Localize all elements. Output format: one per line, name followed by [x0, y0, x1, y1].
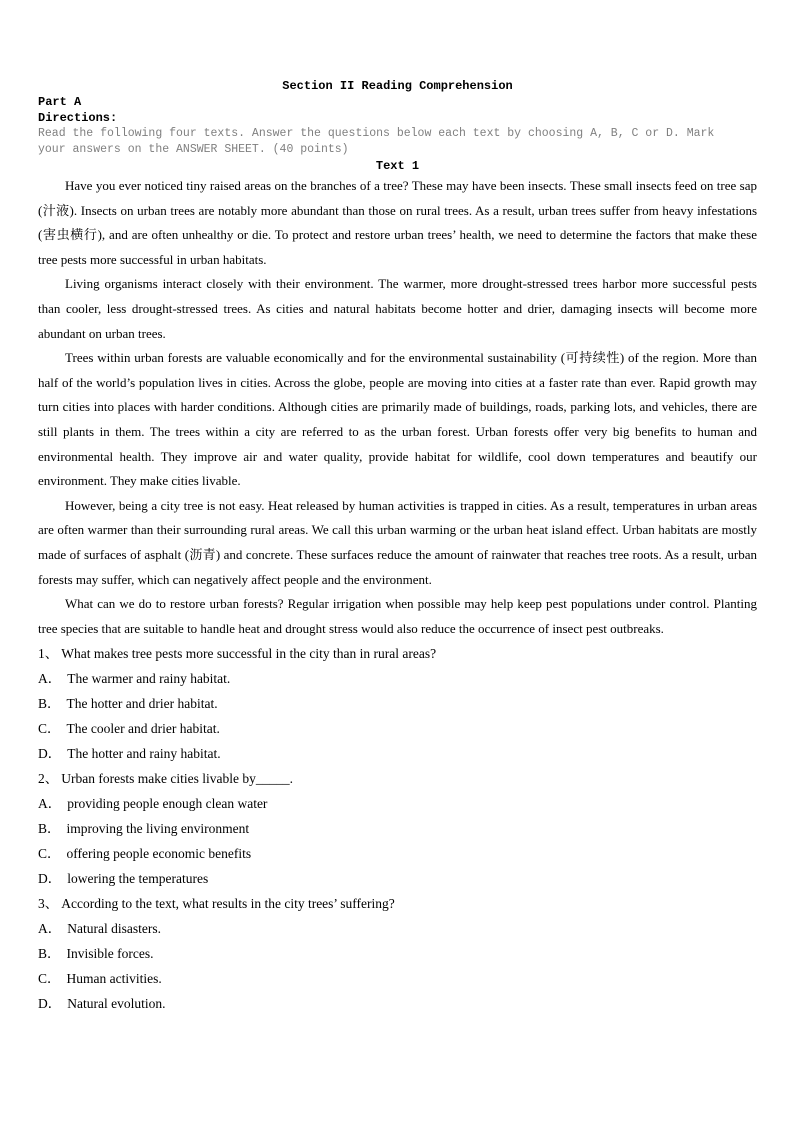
option-c-text: Human activities. [66, 971, 162, 987]
question-2 [38, 766, 757, 891]
option-c-label: C． [38, 971, 61, 987]
option-d-text: Natural evolution. [67, 996, 166, 1012]
directions-label: Directions: [38, 111, 118, 125]
option-a-text: The warmer and rainy habitat. [67, 671, 231, 687]
question-2-number: 2、 [38, 771, 59, 787]
option-a-text: Natural disasters. [67, 921, 161, 937]
question-1-stem: What makes tree pests more successful in the city than in rural areas? [61, 646, 437, 662]
option-a-label: A． [38, 796, 62, 812]
option-d-text: The hotter and rainy habitat. [67, 746, 221, 762]
paragraph-2: Living organisms interact closely with their environment. The warmer, more drought-stressed trees harbor more successful pests than cooler, less drought-stressed trees. As cities and natural habitats become hotter and drier, damaging insects will become more abundant on urban trees. [38, 276, 757, 341]
paragraph-5: What can we do to restore urban forests? Regular irrigation when possible may help keep pest populations under control. Planting tree species that are suitable to handle heat and drought stress would also reduce the occurrence of insect pest outbreaks. [38, 596, 757, 636]
paragraph-1: Have you ever noticed tiny raised areas on the branches of a tree? These may have been insects. These small insects feed on tree sap (汁液). Insects on urban trees are notably more abundant than those on rural trees. As a result, urban trees suffer from heavy infestations (害虫横行), and are often unhealthy or die. To protect and restore urban trees’ health, we need to determine the factors that make these tree pests more successful in urban habitats. [38, 178, 757, 267]
part-label: Part A [38, 95, 82, 109]
text-title: Text 1 [375, 159, 420, 173]
questions-section [38, 641, 757, 1016]
question-3 [38, 891, 757, 1016]
question-2-option-a [38, 791, 757, 816]
option-a-text: providing people enough clean water [67, 796, 268, 812]
question-3-text [38, 891, 757, 916]
question-3-option-b [38, 941, 757, 966]
question-3-stem: According to the text, what results in the city trees’ suffering? [61, 896, 395, 912]
option-d-label: D． [38, 871, 62, 887]
question-2-option-b [38, 816, 757, 841]
question-2-option-c [38, 841, 757, 866]
option-a-label: A． [38, 671, 62, 687]
question-3-option-a [38, 916, 757, 941]
option-b-label: B． [38, 946, 61, 962]
directions-text: Read the following four texts. Answer the questions below each text by choosing A, B, C or D. Mark your answers on the ANSWER SHEET. (40 points) [38, 127, 715, 156]
question-2-option-d [38, 866, 757, 891]
question-1-option-c [38, 716, 757, 741]
question-1-option-d [38, 741, 757, 766]
option-d-text: lowering the temperatures [67, 871, 209, 887]
option-b-label: B． [38, 821, 61, 837]
option-b-label: B． [38, 696, 61, 712]
option-c-text: The cooler and drier habitat. [66, 721, 220, 737]
paragraph-4: However, being a city tree is not easy. Heat released by human activities is trapped in cities. As a result, temperatures in urban areas are often warmer than their surrounding rural areas. We call this urban warming or the urban heat island effect. Urban habitats are mostly made of surfaces of asphalt (沥青) and concrete. These surfaces reduce the amount of rainwater that reaches tree roots. As a result, urban forests may suffer, which can negatively affect people and the environment. [38, 497, 757, 587]
option-d-label: D． [38, 746, 62, 762]
option-b-text: Invisible forces. [66, 946, 154, 962]
question-1-number: 1、 [38, 646, 59, 662]
question-3-option-c [38, 966, 757, 991]
option-a-label: A． [38, 921, 62, 937]
question-1 [38, 641, 757, 766]
option-d-label: D． [38, 996, 62, 1012]
question-1-text [38, 641, 757, 666]
option-b-text: The hotter and drier habitat. [66, 696, 218, 712]
section-title: Section II Reading Comprehension [282, 79, 513, 93]
question-3-number: 3、 [38, 896, 59, 912]
question-1-option-b [38, 691, 757, 716]
question-3-option-d [38, 991, 757, 1016]
question-2-text [38, 766, 757, 791]
option-b-text: improving the living environment [66, 821, 250, 837]
passage [38, 174, 757, 641]
paragraph-3: Trees within urban forests are valuable economically and for the environmental sustainability (可持续性) of the region. More than half of the world’s population lives in cities. Across the globe, people are moving into cities at a faster rate than ever. Rapid growth may turn cities into places with harder conditions. Although cities are primarily made of buildings, roads, parking lots, and vehicles, there are still plants in them. The trees within a city are referred to as the urban forest. Urban forests offer very big benefits to human and environmental health. They improve air and water quality, provide habitat for wildlife, cool down temperatures and beautify our environment. They make cities livable. [38, 350, 757, 489]
option-c-label: C． [38, 846, 61, 862]
question-1-option-a [38, 666, 757, 691]
question-2-stem: Urban forests make cities livable by_____. [61, 771, 293, 787]
option-c-text: offering people economic benefits [66, 846, 252, 862]
option-c-label: C． [38, 721, 61, 737]
